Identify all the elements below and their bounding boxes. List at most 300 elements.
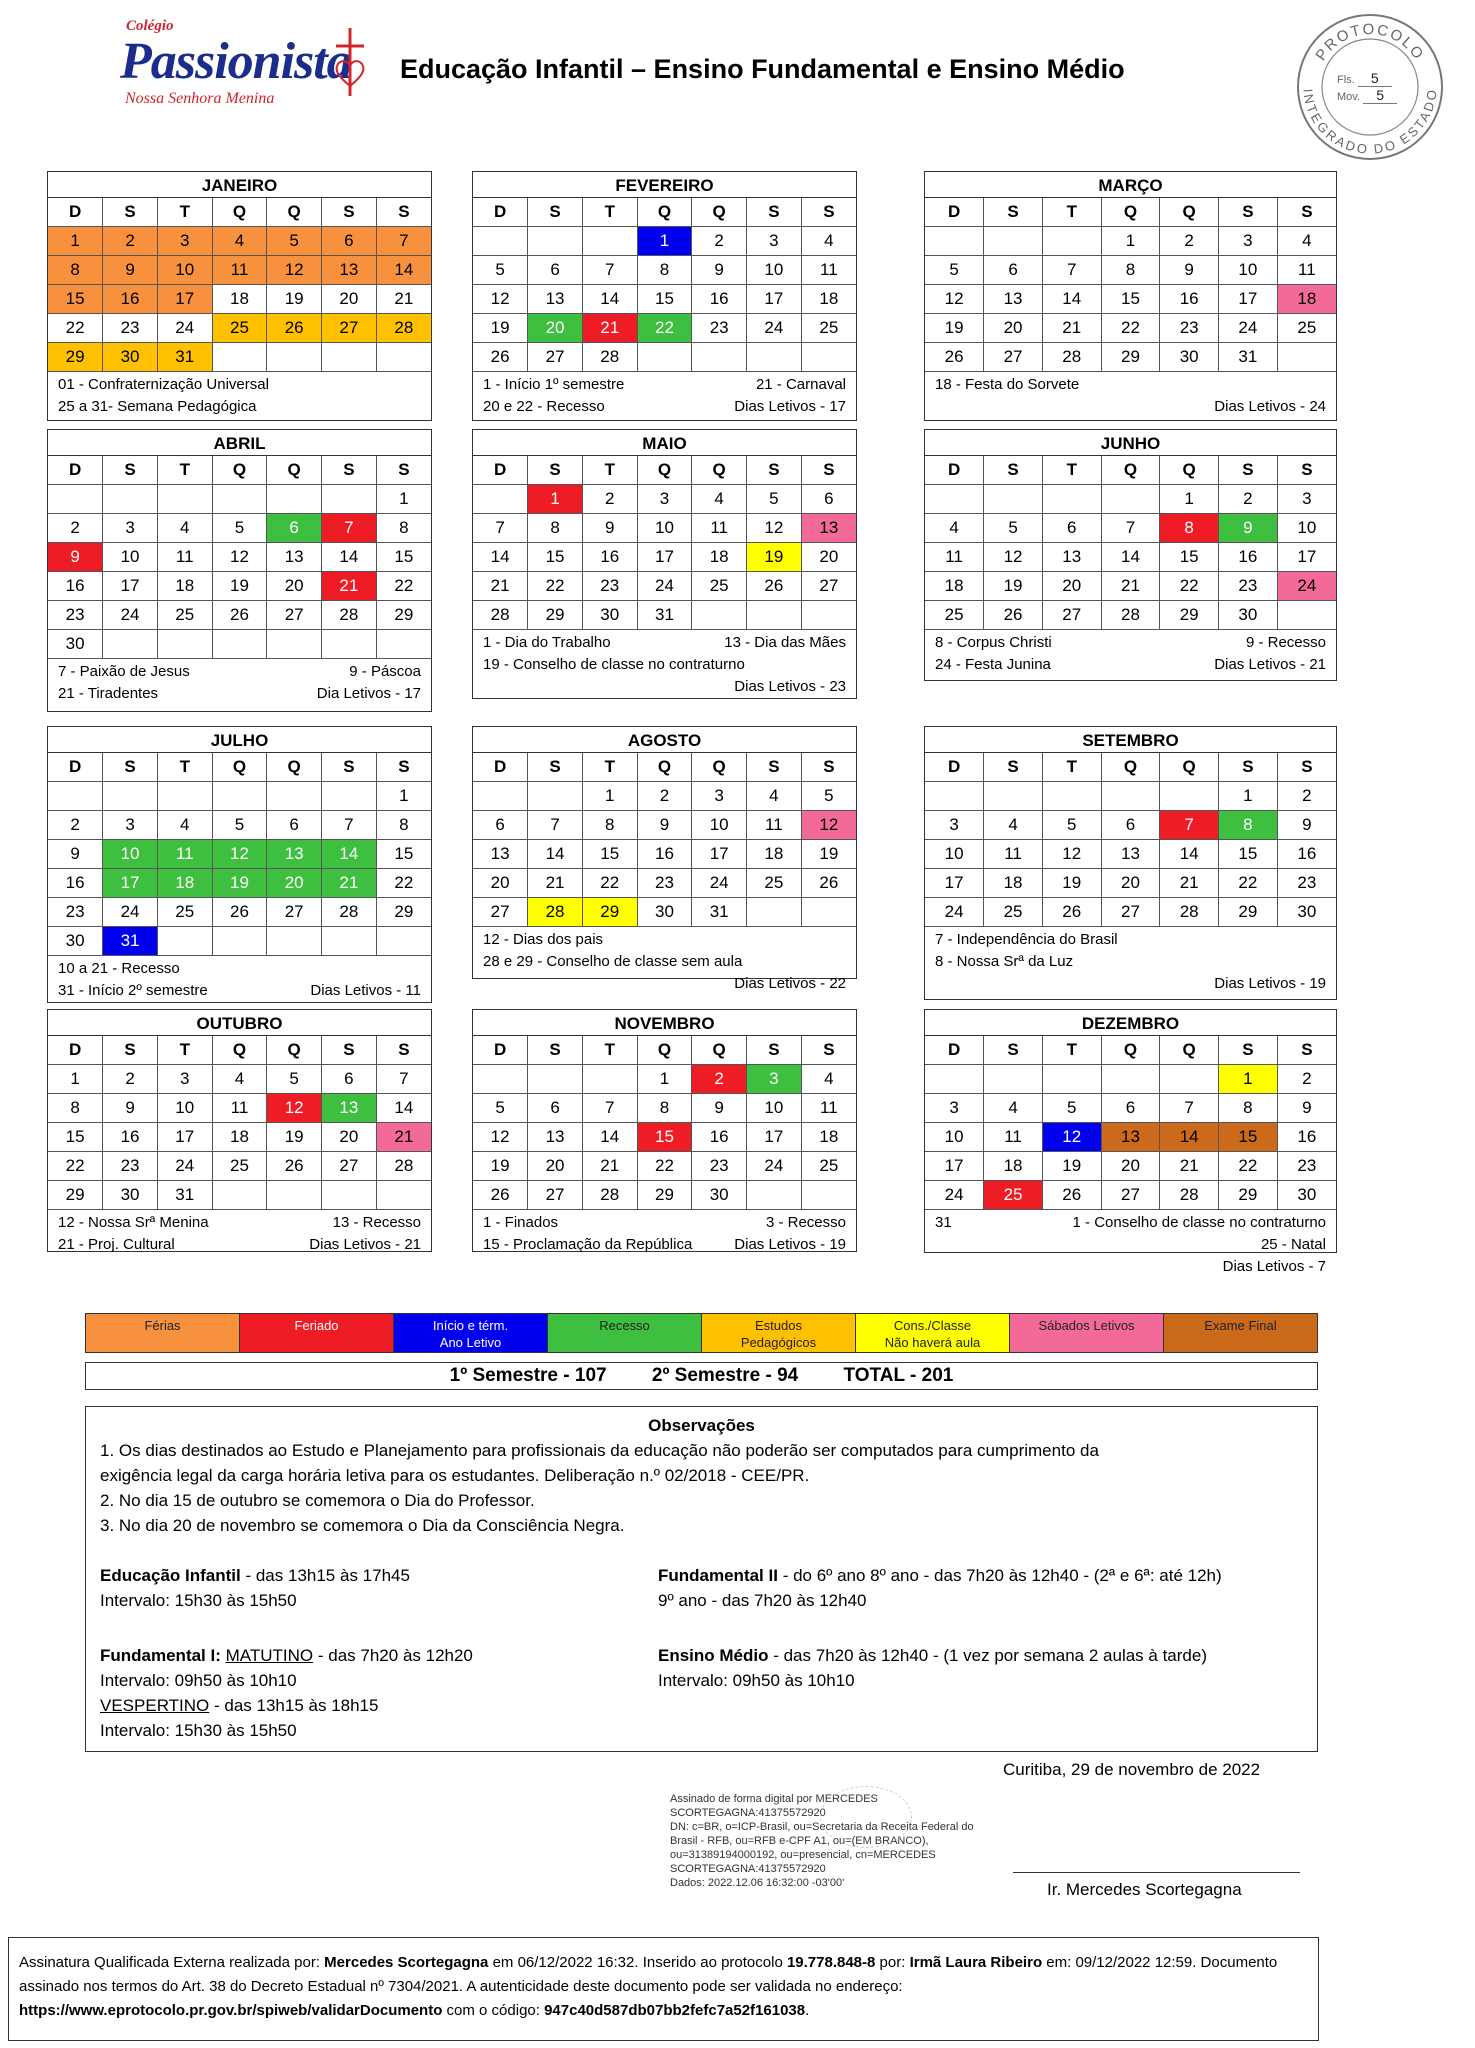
day-cell: 16: [692, 1122, 747, 1151]
observations-title: Observações: [648, 1416, 755, 1435]
month-name: DEZEMBRO: [925, 1010, 1336, 1036]
month-abril: [47, 429, 432, 712]
day-cell: 22: [1160, 571, 1219, 600]
day-cell: 13: [267, 542, 322, 571]
day-cell: 18: [925, 571, 984, 600]
month-junho: [924, 429, 1337, 681]
month-grid: [473, 1036, 856, 1210]
day-cell: 13: [801, 513, 856, 542]
day-cell: 20: [473, 868, 528, 897]
day-cell: 9: [1219, 513, 1278, 542]
day-cell: 22: [1101, 313, 1160, 342]
month-grid: [48, 1036, 431, 1210]
day-cell: 30: [103, 1180, 158, 1209]
day-cell: [322, 629, 377, 658]
month-setembro: [924, 726, 1337, 1000]
day-cell: 29: [376, 600, 431, 629]
weekday-header: Q: [1101, 198, 1160, 226]
day-cell: 5: [1042, 1093, 1101, 1122]
day-cell: 6: [528, 1093, 583, 1122]
weekday-header: T: [157, 1036, 212, 1064]
day-cell: 2: [1277, 781, 1336, 810]
day-cell: 28: [1160, 1180, 1219, 1209]
day-cell: 1: [528, 484, 583, 513]
day-cell: 18: [984, 868, 1043, 897]
day-cell: 2: [103, 1064, 158, 1093]
day-cell: 21: [1160, 868, 1219, 897]
weekday-header: S: [103, 456, 158, 484]
day-cell: 12: [984, 542, 1043, 571]
day-cell: 29: [528, 600, 583, 629]
day-cell: 23: [1277, 868, 1336, 897]
weekday-header: S: [747, 456, 802, 484]
weekday-header: T: [1042, 1036, 1101, 1064]
day-cell: 30: [1160, 342, 1219, 371]
legend-item: Sábados Letivos: [1010, 1314, 1164, 1352]
day-cell: 5: [925, 255, 984, 284]
cross-heart-icon: [330, 26, 370, 100]
weekday-header: Q: [267, 753, 322, 781]
month-note: 7 - Paixão de Jesus: [58, 662, 190, 680]
day-cell: 8: [637, 255, 692, 284]
day-cell: 6: [528, 255, 583, 284]
day-cell: 12: [473, 284, 528, 313]
day-cell: [48, 781, 103, 810]
day-cell: 18: [157, 571, 212, 600]
day-cell: 11: [801, 1093, 856, 1122]
day-cell: 24: [692, 868, 747, 897]
fund2-hours: - do 6º ano 8º ano - das 7h20 às 12h40 - (2ª e 6ª: até 12h): [777, 1566, 1222, 1585]
footer-text-1: Assinatura Qualificada Externa realizada por:: [19, 1954, 325, 1971]
day-cell: 18: [1277, 284, 1336, 313]
day-cell: [528, 1064, 583, 1093]
legend-item: Cons./Classe Não haverá aula: [856, 1314, 1010, 1352]
day-cell: 4: [747, 781, 802, 810]
month-note: 12 - Nossa Srª Menina: [58, 1213, 209, 1231]
day-cell: [212, 484, 267, 513]
day-cell: 29: [376, 897, 431, 926]
day-cell: 19: [801, 839, 856, 868]
day-cell: 1: [1219, 1064, 1278, 1093]
month-note: 24 - Festa Junina: [935, 655, 1051, 673]
month-notes: [473, 927, 856, 995]
day-cell: 7: [1101, 513, 1160, 542]
footer-text-6: .: [805, 2002, 810, 2019]
day-cell: [692, 600, 747, 629]
month-grid: [48, 198, 431, 372]
day-cell: 3: [157, 226, 212, 255]
day-cell: 7: [473, 513, 528, 542]
grand-total: TOTAL - 201: [843, 1365, 954, 1386]
day-cell: 15: [376, 839, 431, 868]
day-cell: 3: [925, 810, 984, 839]
day-cell: 9: [1277, 810, 1336, 839]
day-cell: 19: [984, 571, 1043, 600]
day-cell: [1101, 1064, 1160, 1093]
day-cell: 12: [1042, 839, 1101, 868]
weekday-header: S: [376, 456, 431, 484]
day-cell: 8: [376, 810, 431, 839]
day-cell: 7: [528, 810, 583, 839]
day-cell: 12: [212, 839, 267, 868]
day-cell: 10: [103, 839, 158, 868]
day-cell: 13: [473, 839, 528, 868]
month-notes: [473, 630, 856, 698]
digital-signature-line: ou=31389194000192, ou=presencial, cn=MERCEDES: [670, 1849, 936, 1861]
day-cell: 16: [1219, 542, 1278, 571]
day-cell: [582, 1064, 637, 1093]
day-cell: 9: [48, 839, 103, 868]
day-cell: 4: [157, 513, 212, 542]
day-cell: [322, 926, 377, 955]
month-note: 31 - Início 2º semestre: [58, 981, 208, 999]
day-cell: 18: [157, 868, 212, 897]
day-cell: 28: [376, 1151, 431, 1180]
month-name: ABRIL: [48, 430, 431, 456]
day-cell: 23: [582, 571, 637, 600]
month-grid: [473, 198, 856, 372]
day-cell: 7: [1042, 255, 1101, 284]
month-dezembro: [924, 1009, 1337, 1275]
day-cell: 13: [1042, 542, 1101, 571]
day-cell: 21: [582, 1151, 637, 1180]
month-note: Dias Letivos - 21: [309, 1235, 421, 1253]
day-cell: 22: [528, 571, 583, 600]
day-cell: 27: [322, 313, 377, 342]
day-cell: 22: [582, 868, 637, 897]
digital-signature-line: SCORTEGAGNA:41375572920: [670, 1807, 826, 1819]
day-cell: 16: [582, 542, 637, 571]
day-cell: 25: [1277, 313, 1336, 342]
weekday-header: T: [582, 456, 637, 484]
month-name: MAIO: [473, 430, 856, 456]
day-cell: 16: [103, 284, 158, 313]
day-cell: [1042, 1064, 1101, 1093]
day-cell: 27: [528, 1180, 583, 1209]
weekday-header: Q: [212, 1036, 267, 1064]
day-cell: 23: [1277, 1151, 1336, 1180]
day-cell: 6: [1101, 1093, 1160, 1122]
day-cell: [801, 1180, 856, 1209]
day-cell: 12: [925, 284, 984, 313]
day-cell: 13: [267, 839, 322, 868]
day-cell: 13: [322, 1093, 377, 1122]
day-cell: 28: [322, 897, 377, 926]
day-cell: 13: [322, 255, 377, 284]
day-cell: 12: [1042, 1122, 1101, 1151]
day-cell: 17: [925, 1151, 984, 1180]
month-grid: [925, 1036, 1336, 1210]
day-cell: 22: [1219, 868, 1278, 897]
day-cell: 1: [376, 484, 431, 513]
month-name: JUNHO: [925, 430, 1336, 456]
day-cell: 26: [473, 342, 528, 371]
day-cell: [473, 226, 528, 255]
month-note: Dias Letivos - 21: [1214, 655, 1326, 673]
infantil-label: Educação Infantil: [100, 1566, 241, 1585]
month-note: 25 - Natal: [1260, 1235, 1326, 1253]
weekday-header: T: [1042, 753, 1101, 781]
footer-text-5: com o código:: [442, 2002, 545, 2019]
day-cell: 28: [322, 600, 377, 629]
weekday-header: Q: [1160, 1036, 1219, 1064]
day-cell: 3: [103, 810, 158, 839]
weekday-header: S: [1219, 1036, 1278, 1064]
day-cell: 1: [376, 781, 431, 810]
day-cell: 26: [267, 1151, 322, 1180]
fund1-afternoon: VESPERTINO: [100, 1696, 210, 1715]
day-cell: [528, 781, 583, 810]
day-cell: 8: [48, 1093, 103, 1122]
day-cell: 2: [48, 810, 103, 839]
day-cell: [1277, 600, 1336, 629]
day-cell: 8: [582, 810, 637, 839]
day-cell: 21: [473, 571, 528, 600]
day-cell: 3: [103, 513, 158, 542]
day-cell: 19: [925, 313, 984, 342]
day-cell: 9: [692, 1093, 747, 1122]
day-cell: 10: [637, 513, 692, 542]
day-cell: 26: [801, 868, 856, 897]
day-cell: 2: [48, 513, 103, 542]
fls-value: 5: [1358, 70, 1392, 87]
day-cell: 19: [1042, 1151, 1101, 1180]
day-cell: 18: [801, 1122, 856, 1151]
weekday-header: D: [925, 753, 984, 781]
month-note: 15 - Proclamação da República: [483, 1235, 693, 1253]
day-cell: 28: [1160, 897, 1219, 926]
day-cell: 7: [376, 226, 431, 255]
stamp-fields: [1337, 70, 1397, 104]
weekday-header: Q: [212, 198, 267, 226]
day-cell: 13: [1101, 1122, 1160, 1151]
day-cell: 10: [103, 542, 158, 571]
day-cell: 11: [984, 839, 1043, 868]
day-cell: 19: [212, 571, 267, 600]
protocol-stamp: [1295, 12, 1445, 162]
month-note: Dias Letivos - 24: [1214, 397, 1326, 415]
weekday-header: Q: [637, 1036, 692, 1064]
day-cell: 18: [984, 1151, 1043, 1180]
day-cell: 9: [1160, 255, 1219, 284]
day-cell: 23: [48, 897, 103, 926]
weekday-header: D: [48, 198, 103, 226]
month-note: 9 - Recesso: [1245, 633, 1326, 651]
day-cell: 14: [1160, 839, 1219, 868]
day-cell: [984, 781, 1043, 810]
weekday-header: S: [376, 1036, 431, 1064]
day-cell: 16: [48, 571, 103, 600]
weekday-header: D: [925, 1036, 984, 1064]
month-note: 31: [935, 1213, 952, 1231]
semester1-total: 1º Semestre - 107: [449, 1365, 607, 1386]
weekday-header: Q: [212, 456, 267, 484]
day-cell: [1101, 781, 1160, 810]
day-cell: [473, 1064, 528, 1093]
day-cell: 21: [1101, 571, 1160, 600]
weekday-header: S: [528, 753, 583, 781]
day-cell: 26: [473, 1180, 528, 1209]
day-cell: 2: [692, 1064, 747, 1093]
day-cell: 21: [322, 868, 377, 897]
day-cell: 27: [984, 342, 1043, 371]
day-cell: 25: [801, 1151, 856, 1180]
day-cell: 3: [1219, 226, 1278, 255]
day-cell: 2: [1160, 226, 1219, 255]
day-cell: 25: [212, 313, 267, 342]
day-cell: 16: [48, 868, 103, 897]
month-grid: [48, 753, 431, 956]
day-cell: 24: [1277, 571, 1336, 600]
day-cell: 4: [157, 810, 212, 839]
obs-line-1b: exigência legal da carga horária letiva para os estudantes. Deliberação n.º 02/2018 - CEE/PR.: [100, 1466, 810, 1485]
weekday-header: Q: [1101, 1036, 1160, 1064]
day-cell: 3: [747, 226, 802, 255]
weekday-header: T: [157, 753, 212, 781]
day-cell: 31: [1219, 342, 1278, 371]
day-cell: [747, 1180, 802, 1209]
weekday-header: Q: [1160, 198, 1219, 226]
month-note: 1 - Finados: [483, 1213, 559, 1231]
month-notes: [925, 630, 1336, 676]
day-cell: 21: [528, 868, 583, 897]
weekday-header: S: [1277, 753, 1336, 781]
day-cell: 20: [267, 571, 322, 600]
weekday-header: Q: [267, 456, 322, 484]
weekday-header: Q: [692, 456, 747, 484]
day-cell: [322, 1180, 377, 1209]
day-cell: 9: [582, 513, 637, 542]
day-cell: 23: [103, 1151, 158, 1180]
weekday-header: Q: [692, 198, 747, 226]
day-cell: 30: [103, 342, 158, 371]
day-cell: 29: [48, 342, 103, 371]
fund1-morning-hours: - das 7h20 às 12h20: [313, 1646, 473, 1665]
day-cell: [103, 781, 158, 810]
day-cell: [747, 897, 802, 926]
day-cell: 11: [212, 1093, 267, 1122]
fund1-label: Fundamental I:: [100, 1646, 221, 1665]
month-grid: [925, 198, 1336, 372]
day-cell: 24: [747, 313, 802, 342]
month-note: Dias Letivos - 19: [1214, 974, 1326, 992]
stamp-top-text: PROTOCOLO: [1312, 20, 1428, 64]
day-cell: [267, 1180, 322, 1209]
weekday-header: S: [322, 456, 377, 484]
validation-link[interactable]: https://www.eprotocolo.pr.gov.br/spiweb/validarDocumento: [19, 2002, 443, 2019]
day-cell: 26: [267, 313, 322, 342]
day-cell: 19: [747, 542, 802, 571]
day-cell: [322, 342, 377, 371]
day-cell: 24: [637, 571, 692, 600]
day-cell: 24: [925, 897, 984, 926]
day-cell: 2: [1277, 1064, 1336, 1093]
stamp-bottom-text: INTEGRADO DO ESTADO: [1300, 88, 1440, 157]
day-cell: 9: [1277, 1093, 1336, 1122]
mov-label: Mov.: [1337, 91, 1361, 103]
day-cell: 11: [692, 513, 747, 542]
weekday-header: S: [1277, 198, 1336, 226]
day-cell: [267, 926, 322, 955]
weekday-header: S: [1219, 456, 1278, 484]
day-cell: [747, 600, 802, 629]
weekday-header: S: [103, 198, 158, 226]
day-cell: 27: [473, 897, 528, 926]
month-note: Dias Letivos - 17: [734, 397, 846, 415]
day-cell: [267, 781, 322, 810]
day-cell: 19: [1042, 868, 1101, 897]
city-date: Curitiba, 29 de novembro de 2022: [1003, 1760, 1261, 1779]
day-cell: 20: [322, 284, 377, 313]
weekday-header: T: [582, 198, 637, 226]
obs-line-3: 3. No dia 20 de novembro se comemora o Dia da Consciência Negra.: [100, 1516, 625, 1535]
day-cell: 7: [582, 1093, 637, 1122]
month-note: 28 e 29 - Conselho de classe sem aula: [483, 952, 743, 970]
weekday-header: S: [984, 753, 1043, 781]
day-cell: 1: [1219, 781, 1278, 810]
weekday-header: T: [157, 198, 212, 226]
schedule-fundamental-1: [100, 1643, 473, 1743]
weekday-header: S: [528, 198, 583, 226]
day-cell: [157, 926, 212, 955]
day-cell: 12: [801, 810, 856, 839]
day-cell: 26: [1042, 1180, 1101, 1209]
weekday-header: S: [103, 753, 158, 781]
day-cell: 14: [376, 255, 431, 284]
month-note: 1 - Início 1º semestre: [483, 375, 625, 393]
day-cell: 25: [157, 600, 212, 629]
day-cell: 5: [984, 513, 1043, 542]
weekday-header: D: [473, 1036, 528, 1064]
day-cell: 19: [473, 1151, 528, 1180]
day-cell: 5: [267, 1064, 322, 1093]
day-cell: 4: [212, 1064, 267, 1093]
day-cell: 5: [473, 255, 528, 284]
day-cell: 22: [376, 571, 431, 600]
day-cell: 29: [1219, 897, 1278, 926]
month-agosto: [472, 726, 857, 992]
school-logo: [120, 18, 365, 113]
day-cell: 16: [1277, 839, 1336, 868]
day-cell: 20: [1101, 868, 1160, 897]
day-cell: 24: [157, 313, 212, 342]
day-cell: 29: [48, 1180, 103, 1209]
day-cell: 2: [1219, 484, 1278, 513]
day-cell: 6: [473, 810, 528, 839]
day-cell: [103, 629, 158, 658]
day-cell: 11: [984, 1122, 1043, 1151]
day-cell: [376, 1180, 431, 1209]
month-note: Dias Letivos - 22: [734, 974, 846, 992]
day-cell: [376, 629, 431, 658]
day-cell: 26: [1042, 897, 1101, 926]
day-cell: [637, 342, 692, 371]
day-cell: 10: [157, 1093, 212, 1122]
weekday-header: S: [376, 753, 431, 781]
day-cell: 31: [157, 342, 212, 371]
day-cell: 24: [157, 1151, 212, 1180]
day-cell: 6: [801, 484, 856, 513]
day-cell: [473, 781, 528, 810]
day-cell: 8: [1219, 810, 1278, 839]
day-cell: 14: [322, 542, 377, 571]
day-cell: 8: [637, 1093, 692, 1122]
weekday-header: S: [984, 1036, 1043, 1064]
day-cell: 17: [1219, 284, 1278, 313]
weekday-header: Q: [1160, 456, 1219, 484]
day-cell: 17: [747, 284, 802, 313]
day-cell: 21: [582, 313, 637, 342]
